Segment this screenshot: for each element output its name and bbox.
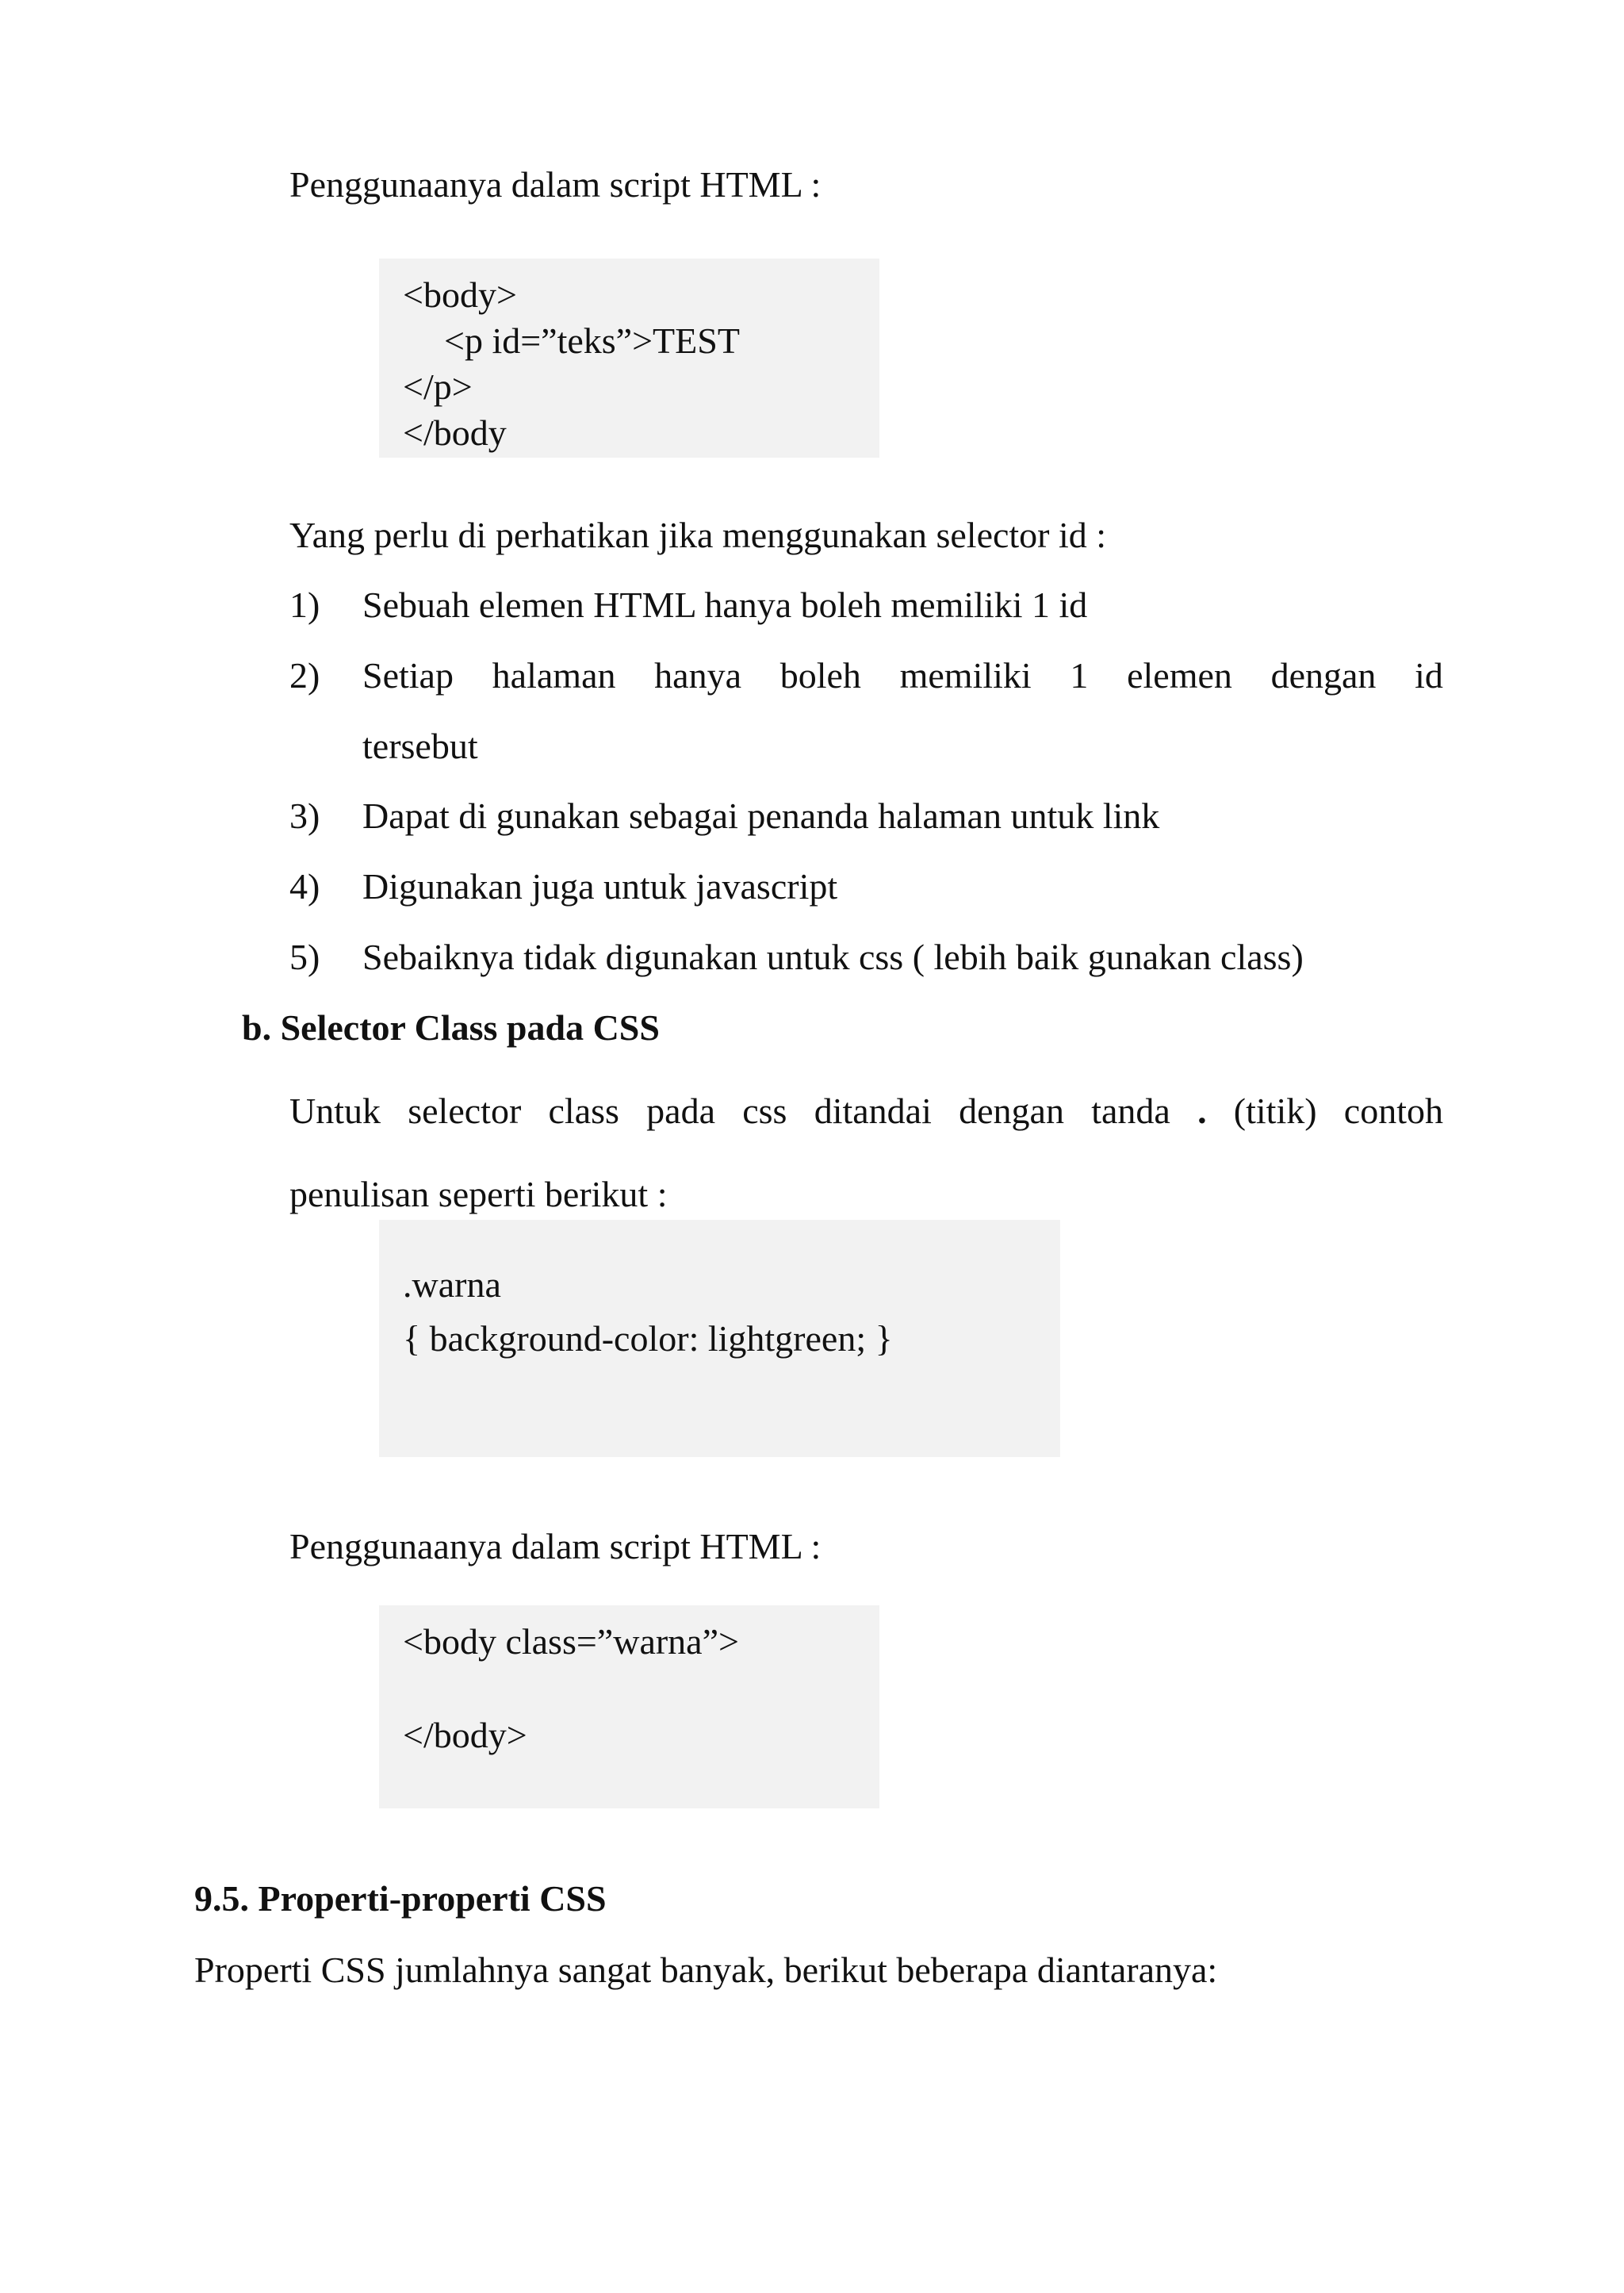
class-paragraph-line: penulisan seperti berikut :	[289, 1174, 668, 1214]
word: css	[742, 1091, 787, 1131]
word: ditandai	[814, 1091, 932, 1131]
code-line: </body>	[403, 1715, 527, 1755]
list-text-justified	[362, 654, 1443, 697]
word: boleh	[779, 655, 861, 696]
section-heading-properties: 9.5. Properti-properti CSS	[194, 1878, 607, 1919]
word: memiliki	[899, 655, 1032, 696]
list-text: Sebaiknya tidak digunakan untuk css ( lebih baik gunakan class)	[362, 937, 1304, 977]
notes-intro: Yang perlu di perhatikan jika menggunakan selector id :	[289, 515, 1107, 555]
code-line: <body class=”warna”>	[403, 1621, 739, 1662]
code-block-id-html	[379, 259, 879, 458]
code-line: <p id=”teks”>TEST	[444, 320, 740, 361]
list-text: Dapat di gunakan sebagai penanda halaman untuk link	[362, 796, 1160, 836]
list-text: Sebuah elemen HTML hanya boleh memiliki 1 id	[362, 585, 1088, 625]
code-line: <body>	[403, 274, 517, 315]
properties-paragraph: Properti CSS jumlahnya sangat banyak, berikut beberapa diantaranya:	[194, 1950, 1218, 1990]
list-text-continuation: tersebut	[362, 726, 478, 766]
word: id	[1415, 655, 1443, 696]
list-text: Digunakan juga untuk javascript	[362, 866, 838, 907]
code-block-class-css	[379, 1220, 1060, 1457]
usage-intro-class: Penggunaanya dalam script HTML :	[289, 1526, 822, 1566]
list-number: 5)	[289, 937, 320, 977]
word: contoh	[1343, 1091, 1443, 1131]
code-line: </p>	[403, 366, 473, 407]
word: selector	[408, 1091, 522, 1131]
word: Untuk	[289, 1091, 381, 1131]
list-number: 3)	[289, 796, 320, 836]
word: dengan	[1270, 655, 1377, 696]
word: 1	[1070, 655, 1089, 696]
word: halaman	[492, 655, 616, 696]
word: dengan	[959, 1091, 1064, 1131]
code-line: </body	[403, 412, 507, 453]
word: Setiap	[362, 655, 454, 696]
word: class	[548, 1091, 619, 1131]
word: (titik)	[1233, 1091, 1317, 1131]
class-paragraph-line	[289, 1089, 1443, 1133]
section-heading-class: b. Selector Class pada CSS	[242, 1007, 660, 1048]
word: tanda	[1091, 1091, 1170, 1131]
list-number: 2)	[289, 655, 320, 696]
list-number: 4)	[289, 866, 320, 907]
usage-intro-id: Penggunaanya dalam script HTML :	[289, 164, 822, 205]
word: elemen	[1127, 655, 1232, 696]
code-line: .warna	[403, 1264, 501, 1305]
code-line: { background-color: lightgreen; }	[403, 1318, 893, 1359]
list-number: 1)	[289, 585, 320, 625]
word: hanya	[654, 655, 742, 696]
dot-symbol: .	[1197, 1091, 1207, 1131]
word: pada	[646, 1091, 715, 1131]
code-block-class-html	[379, 1605, 879, 1808]
